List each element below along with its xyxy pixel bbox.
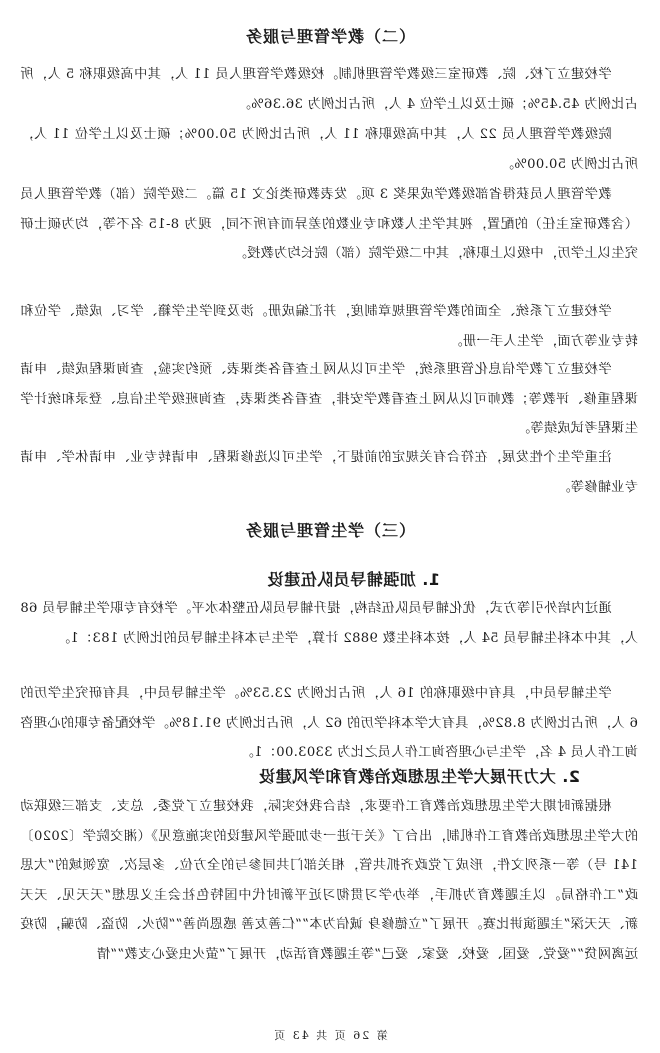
section-heading: （二）教学管理与服务 [245, 27, 416, 46]
paragraph: 学生辅导员中，具有中级职称的 16 人，所占比例为 23.53%。学生辅导员中，具有研究生学历的 6 人，所占比例为 8.82%，具有大学本科学历的 62 人，所占比例为 91.18%。学校配备专职的心理咨询工作人员 4 名，学生与心理咨询工作人员之比为 3303.00：1。 [20, 686, 638, 760]
paragraph: 注重学生个性发展，在符合有关规定的前提下，学生可以选修课程、申请转专业、申请休学、申请专业辅修等。 [20, 450, 638, 495]
paragraph: 学校建立了教学信息化管理系统，学生可以从网上查看各类课表、预约实验，查询课程成绩、申请课程重修、评教等；教师可以从网上查看教学安排，查看各类课表，查询班级学生信息、登录和统计学生课程考试成绩等。 [20, 362, 638, 436]
paragraph: 学校建立了校、院、教研室三级教学管理机制。校级教学管理人员 11 人，其中高级职称 5 人，所占比例为 45.45%；硕士及以上学位 4 人，所占比例为 36.36%。 [20, 67, 638, 112]
subsection-heading: 2. 大力开展大学生思想政治教育和学风建设 [258, 767, 580, 786]
paragraph: 学校建立了系统、全面的教学管理规章制度，并汇编成册。涉及到学生学籍、学习、成绩、学位和转专业等方面，学生人手一册。 [20, 304, 638, 349]
paragraph: 教学管理人员获得省部级教学成果奖 3 项。发表教研类论文 15 篇。二级学院（部）教学管理人员（含教研室主任）的配置，视其学生人数和专业数的差异而有所不同，现为 8-15 名不等，均为硕士研究生以上学历，中级以上职称，其中二级学院（部）院长均为教授。 [20, 187, 638, 261]
paragraph: 院级教学管理人员 22 人，其中高级职称 11 人，所占比例为 50.00%；硕士及以上学位 11 人，所占比例为 50.00%。 [20, 127, 638, 172]
page-footer: 第 26 页 共 43 页 [272, 1029, 388, 1042]
subsection-heading: 1. 加强辅导员队伍建设 [267, 570, 440, 589]
paragraph: 根据新时期大学生思想政治教育工作要求，结合我校实际，我校建立了党委、总支、支部三级联动的大学生思想政治教育工作机制，出台了《关于进一步加强学风建设的实施意见》（湘交院学〔2020〕141 号）等一系列文件，形成了党政齐抓共管，相关部门共同参与的全方位、多层次、宽领域的“大思政”工作格局。以主题教育为抓手，举办学习贯彻习近平新时代中国特色社会主义思想“天天见、天天新、天天深”主题演讲比赛。开展了“立德修身 诚信为本”“仁善友善 感恩尚善”“防火、防盗、防骗，防疫远离网贷”“爱党、爱国、爱校、爱家、爱己”等主题教育活动，开展了“萤火虫爱心支教”“情 [20, 799, 638, 962]
section-heading: （三）学生管理与服务 [245, 521, 416, 540]
paragraph: 通过内培外引等方式，优化辅导员队伍结构，提升辅导员队伍整体水平。学校有专职学生辅导员 68 人，其中本科生辅导员 54 人，按本科生数 9882 计算，学生与本科生辅导员的比例为 183：1。 [20, 601, 638, 646]
